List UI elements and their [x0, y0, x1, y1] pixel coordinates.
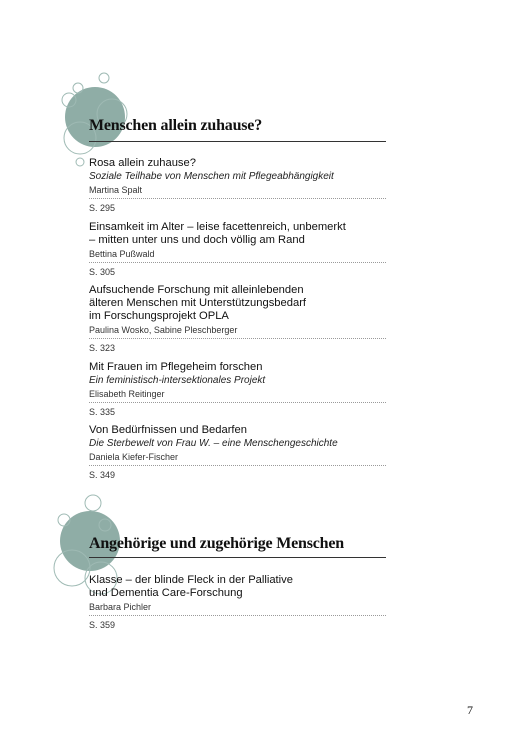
- entry-author: Paulina Wosko, Sabine Pleschberger: [89, 325, 238, 335]
- entry-author: Martina Spalt: [89, 185, 143, 195]
- section-title: Menschen allein zuhause?: [89, 117, 262, 134]
- entry-author: Bettina Pußwald: [89, 249, 155, 259]
- entry-title: Mit Frauen im Pflegeheim forschen: [89, 361, 263, 373]
- section-rule: [89, 557, 386, 558]
- entry-page: S. 323: [89, 343, 116, 353]
- entry-subtitle: Soziale Teilhabe von Menschen mit Pflegeabhängigkeit: [89, 171, 334, 182]
- entry-page: S. 349: [89, 470, 116, 480]
- entry-title: Von Bedürfnissen und Bedarfen: [89, 424, 247, 436]
- entry-author: Daniela Kiefer-Fischer: [89, 452, 179, 462]
- entry-title: Rosa allein zuhause?: [89, 157, 196, 169]
- page-number: 7: [467, 703, 473, 717]
- entry-page: S. 305: [89, 267, 116, 277]
- entry-title: Aufsuchende Forschung mit alleinlebenden älteren Menschen mit Unterstützungsbedarf im Forschungsprojekt OPLA: [89, 284, 307, 322]
- entry-title: Einsamkeit im Alter – leise facettenreich, unbemerkt – mitten unter uns und doch völlig am Rand: [89, 221, 346, 246]
- entry-page: S. 295: [89, 203, 116, 213]
- entry-subtitle: Ein feministisch-intersektionales Projekt: [89, 375, 266, 386]
- entry-page: S. 335: [89, 407, 116, 417]
- entry-page: S. 359: [89, 620, 116, 630]
- toc-entry[interactable]: [89, 574, 386, 631]
- entry-author: Elisabeth Reitinger: [89, 389, 165, 399]
- entry-author: Barbara Pichler: [89, 602, 152, 612]
- section-title: Angehörige und zugehörige Menschen: [89, 535, 344, 552]
- entry-title: Klasse – der blinde Fleck in der Palliative und Dementia Care-Forschung: [89, 574, 293, 599]
- entry-subtitle: Die Sterbewelt von Frau W. – eine Menschengeschichte: [89, 438, 338, 449]
- entry-separator: [89, 615, 386, 616]
